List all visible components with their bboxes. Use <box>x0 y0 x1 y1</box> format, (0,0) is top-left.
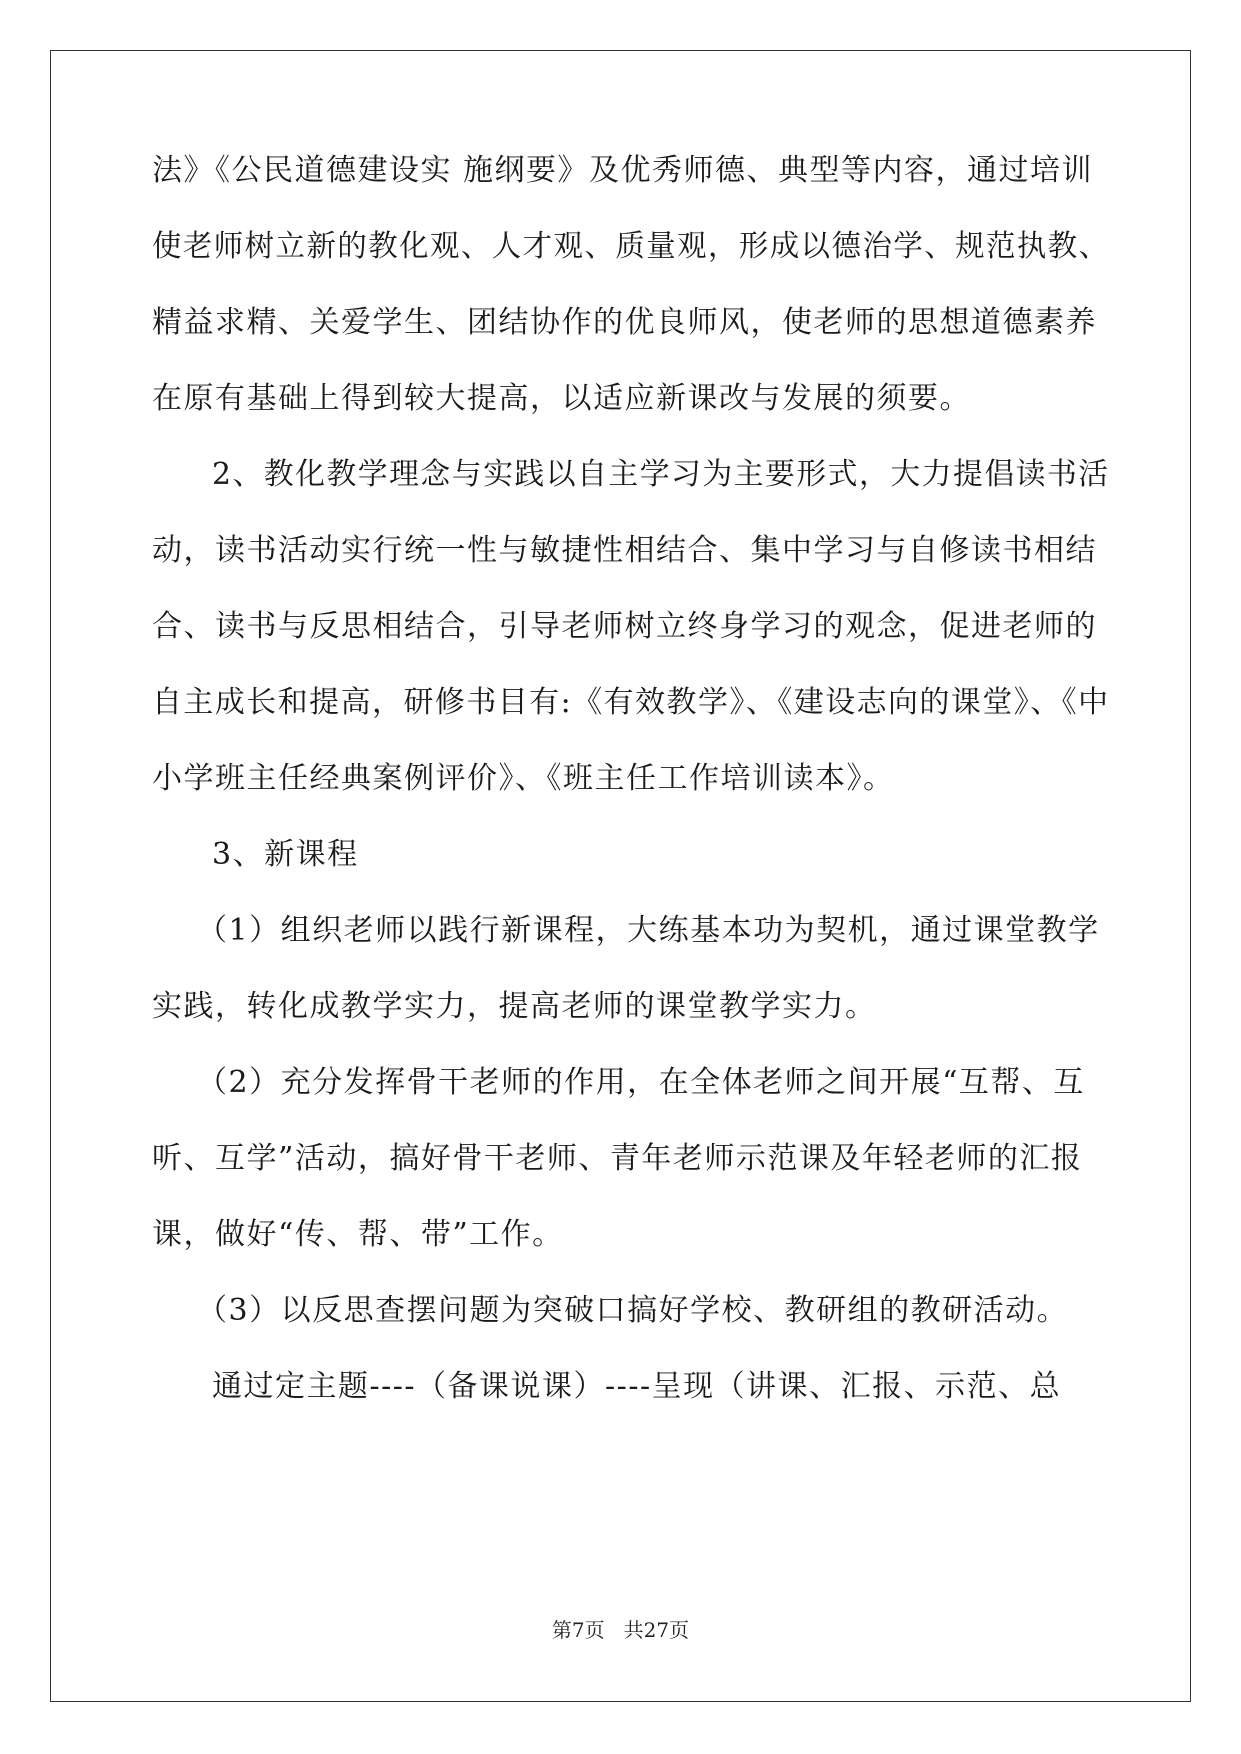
text-line: 在原有基础上得到较大提高，以适应新课改与发展的须要。 <box>152 381 971 416</box>
text-line: 使老师树立新的教化观、人才观、质量观，形成以德治学、规范执教、 <box>152 229 1110 264</box>
text-line: 法》《公民道德建设实 施纲要》及优秀师德、典型等内容，通过培训 <box>152 153 1094 188</box>
text-line: 小学班主任经典案例评价》、《班主任工作培训读本》。 <box>152 761 895 796</box>
text-line: 动，读书活动实行统一性与敏捷性相结合、集中学习与自修读书相结 <box>152 533 1097 568</box>
text-line: 精益求精、关爱学生、团结协作的优良师风，使老师的思想道德素养 <box>152 305 1097 340</box>
text-line: 课，做好“传、帮、带”工作。 <box>152 1217 564 1252</box>
text-line: 自主成长和提高，研修书目有:《有效教学》、《建设志向的课堂》、《中 <box>152 685 1110 720</box>
text-line: （3）以反思查摆问题为突破口搞好学校、教研组的教研活动。 <box>197 1293 1069 1328</box>
page-footer <box>0 1618 1241 1642</box>
text-line: 通过定主题----（备课说课）----呈现（讲课、汇报、示范、总 <box>212 1369 1062 1404</box>
page-number: 第7页 <box>551 1618 605 1642</box>
page-border <box>50 50 1191 1702</box>
text-line: 听、互学”活动，搞好骨干老师、青年老师示范课及年轻老师的汇报 <box>152 1141 1083 1176</box>
text-line: 合、读书与反思相结合，引导老师树立终身学习的观念，促进老师的 <box>152 609 1097 644</box>
page-total: 共27页 <box>623 1618 690 1642</box>
text-line: （2）充分发挥骨干老师的作用，在全体老师之间开展“互帮、互 <box>197 1065 1085 1100</box>
text-line: 2、教化教学理念与实践以自主学习为主要形式，大力提倡读书活 <box>212 457 1110 492</box>
text-line: 实践，转化成教学实力，提高老师的课堂教学实力。 <box>152 989 877 1024</box>
text-line: 3、新课程 <box>212 837 359 872</box>
text-line: （1）组织老师以践行新课程，大练基本功为契机，通过课堂教学 <box>197 913 1100 948</box>
